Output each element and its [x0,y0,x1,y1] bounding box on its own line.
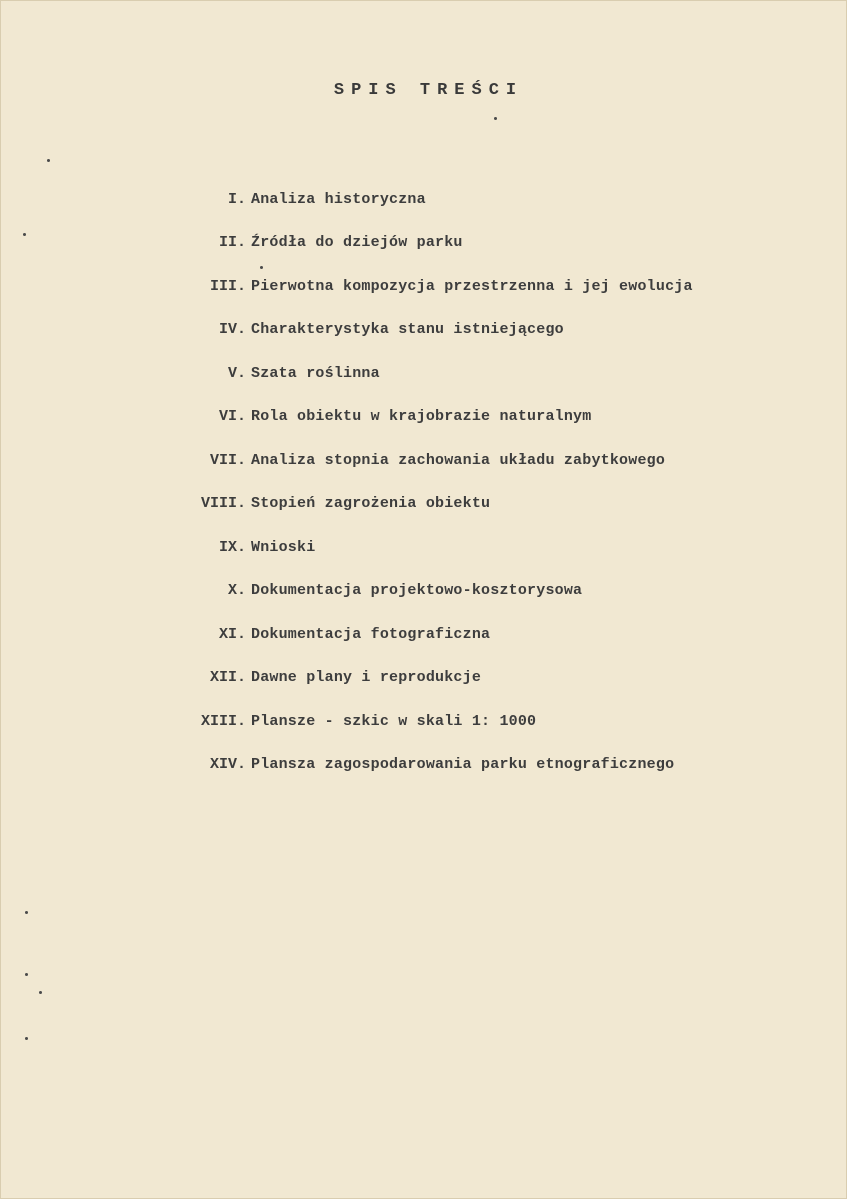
toc-item-number: III. [209,278,246,295]
toc-item [1,452,665,474]
toc-item-label: Źródła do dziejów parku [251,234,463,251]
toc-item-label: Charakterystyka stanu istniejącego [251,321,564,338]
toc-item-label: Pierwotna kompozycja przestrzenna i jej ewolucja [251,278,693,295]
toc-item-number: II. [218,234,246,251]
toc-item-label: Dokumentacja fotograficzna [251,626,491,643]
toc-item [1,278,693,300]
toc-item-label: Szata roślinna [251,365,380,382]
toc-item-label: Dokumentacja projektowo-kosztorysowa [251,582,583,599]
toc-item-number: IX. [218,539,246,556]
toc-item [1,408,591,430]
ink-speck [25,911,28,914]
ink-speck [25,973,28,976]
toc-item-number: VIII. [200,495,246,512]
toc-item-label: Analiza stopnia zachowania układu zabytkowego [251,452,666,469]
ink-speck [39,991,42,994]
toc-item-number: V. [227,365,246,382]
toc-item-label: Dawne plany i reprodukcje [251,669,482,686]
toc-item [1,626,490,648]
toc-item [1,756,674,778]
toc-item-label: Analiza historyczna [251,191,426,208]
ink-speck [260,266,263,269]
ink-speck [47,159,50,162]
toc-item-number: XI. [218,626,246,643]
toc-item [1,191,426,213]
toc-item-number: XIV. [209,756,246,773]
toc-item-label: Wnioski [251,539,316,556]
toc-item-number: VII. [209,452,246,469]
toc-item-number: XIII. [200,713,246,730]
ink-speck [494,117,497,120]
page-title: SPIS TREŚCI [333,81,524,100]
toc-item-label: Stopień zagrożenia obiektu [251,495,491,512]
ink-speck [25,1037,28,1040]
toc-item [1,234,463,256]
toc-item [1,582,582,604]
toc-item-number: XII. [209,669,246,686]
toc-item [1,365,380,387]
ink-speck [23,233,26,236]
toc-item [1,321,564,343]
toc-item-number: I. [227,191,246,208]
toc-item-label: Rola obiektu w krajobrazie naturalnym [251,408,592,425]
toc-item [1,713,536,735]
toc-item-number: VI. [218,408,246,425]
toc-item-number: X. [227,582,246,599]
toc-item [1,669,481,691]
toc-item-number: IV. [218,321,246,338]
toc-item-label: Plansza zagospodarowania parku etnograficznego [251,756,675,773]
toc-item [1,495,490,517]
toc-item [1,539,315,561]
toc-item-label: Plansze - szkic w skali 1: 1000 [251,713,537,730]
